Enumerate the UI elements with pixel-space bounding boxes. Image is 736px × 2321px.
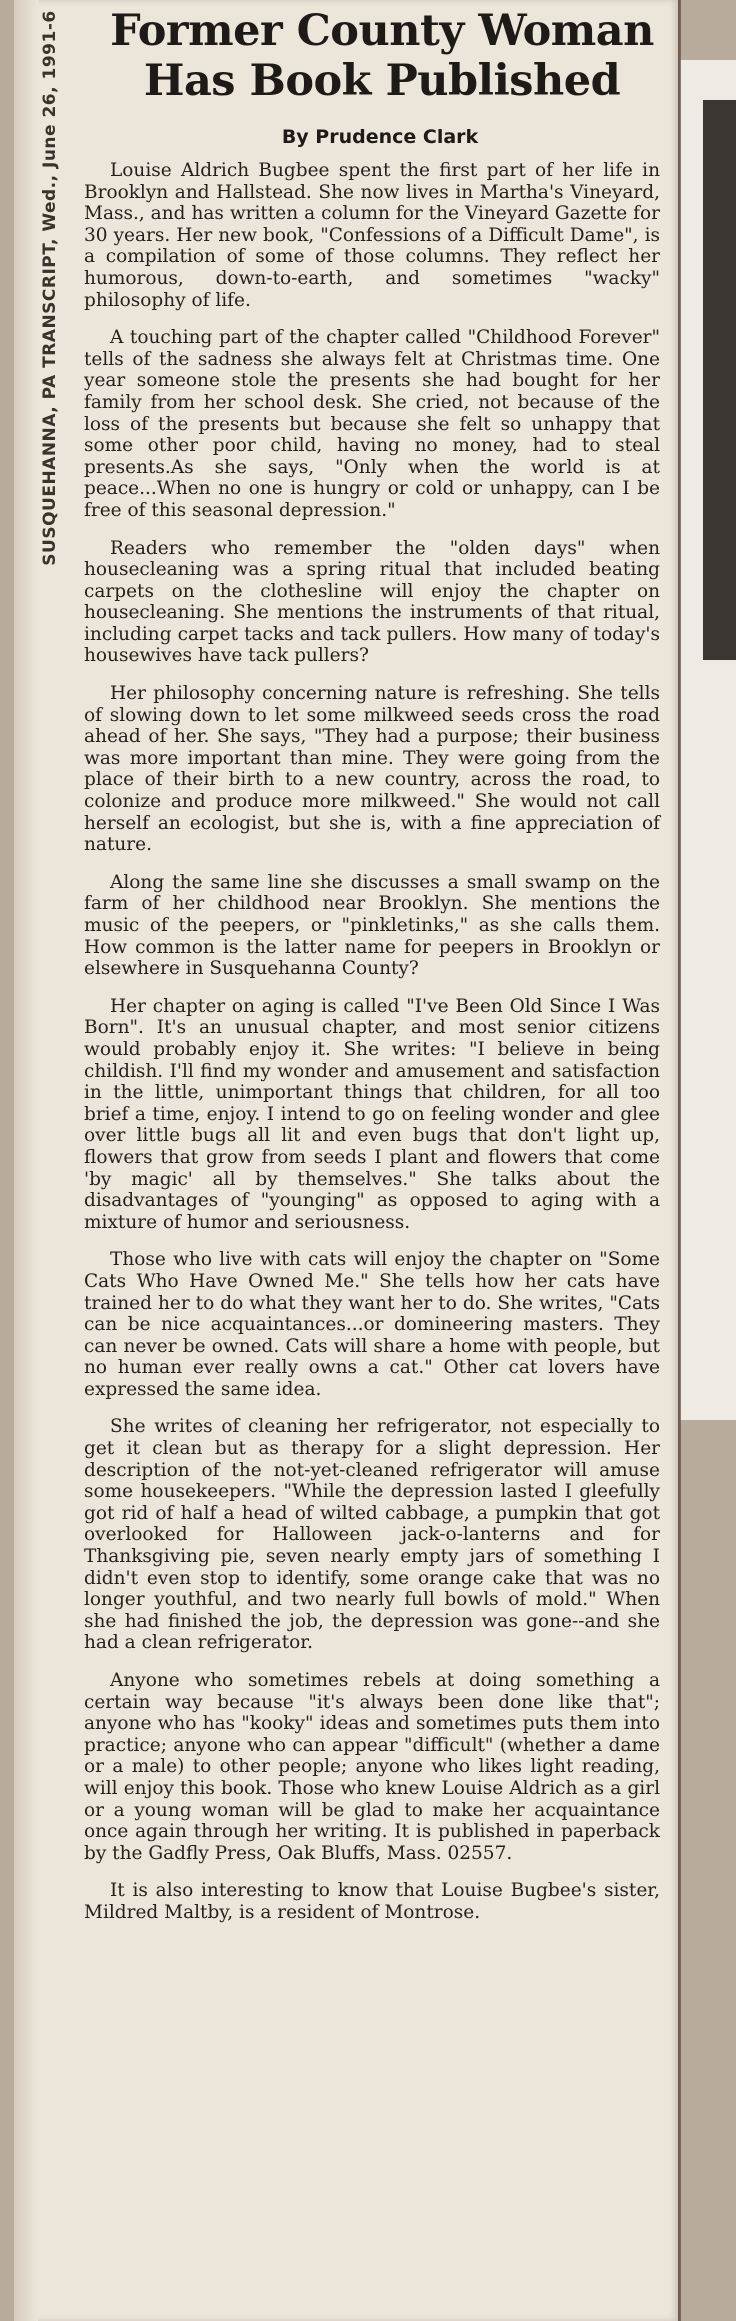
- adjacent-photo-strip: [703, 100, 736, 660]
- paragraph: Readers who remember the "olden days" when housecleaning was a spring ritual that included beating carpets on the clothesline will enjoy the chapter on housecleaning. She mentions the instruments of that ritual, including carpet tacks and tack pullers. How many of today's housewives have tack pullers?: [84, 537, 660, 667]
- adjacent-clipping: [680, 60, 736, 1420]
- paragraph: Her philosophy concerning nature is refreshing. She tells of slowing down to let some milkweed seeds cross the road ahead of her. She says, "They had a purpose; their business was more important than mine. They were going from the place of their birth to a new country, across the road, to colonize and produce more milkweed." She would not call herself an ecologist, but she is, with a fine appreciation of nature.: [84, 683, 660, 856]
- paragraph: A touching part of the chapter called "Childhood Forever" tells of the sadness she always felt at Christmas time. One year someone stole the presents she had bought for her family from her school desk. She cried, not because of the loss of the presents but because she felt so unhappy that some other poor child, having no money, had to steal presents.As she says, "Only when the world is at peace...When no one is hungry or cold or unhappy, can I be free of this seasonal depression.": [84, 327, 660, 521]
- paragraph: Her chapter on aging is called "I've Been Old Since I Was Born". It's an unusual chapter, and most senior citizens would probably enjoy it. She writes: "I believe in being childish. I'll find my wonder and amusement and satisfaction in the little, unimportant things that children, for all too brief a time, enjoy. I intend to go on feeling wonder and glee over little bugs all lit and even bugs that don't light up, flowers that grow from seeds I plant and flowers that come 'by magic' all by themselves." She talks about the disadvantages of "younging" as opposed to aging with a mixture of humor and seriousness.: [84, 995, 660, 1233]
- byline: By Prudence Clark: [281, 126, 479, 148]
- paragraph: She writes of cleaning her refrigerator, not especially to get it clean but as therapy for a slight depression. Her description of the not-yet-cleaned refrigerator will amuse some housekeepers. "While the depression lasted I gleefully got rid of half a head of wilted cabbage, a pumpkin that got overlooked for Halloween jack-o-lanterns and for Thanksgiving pie, seven nearly empty jars of something I didn't even stop to identify, some orange cake that was no longer youthful, and two nearly full bowls of mold." When she had finished the job, the depression was gone--and she had a clean refrigerator.: [84, 1416, 660, 1654]
- publication-credit: [20, 8, 80, 568]
- paragraph: Louise Aldrich Bugbee spent the first part of her life in Brooklyn and Hallstead. She now lives in Martha's Vineyard, Mass., and has written a column for the Vineyard Gazette for 30 years. Her new book, "Confessions of a Difficult Dame", is a compilation of some of those columns. They reflect her humorous, down-to-earth, and sometimes "wacky" philosophy of life.: [84, 160, 660, 311]
- paragraph: Anyone who sometimes rebels at doing something a certain way because "it's always been done like that"; anyone who has "kooky" ideas and sometimes puts them into practice; anyone who can appear "difficult" (whether a dame or a male) to other people; anyone who likes light reading, will enjoy this book. Those who knew Louise Aldrich as a girl or a young woman will be glad to make her acquaintance once again through her writing. It is published in paperback by the Gadfly Press, Oak Bluffs, Mass. 02557.: [84, 1670, 660, 1864]
- headline: Former County Woman Has Book Published: [110, 6, 654, 106]
- article-body: [84, 160, 660, 1940]
- paragraph: Those who live with cats will enjoy the chapter on "Some Cats Who Have Owned Me." She tells how her cats have trained her to do what they want her to do. She writes, "Cats can be nice acquaintances...or domineering masters. They can never be owned. Cats will share a home with people, but no human ever really owns a cat." Other cat lovers have expressed the same idea.: [84, 1249, 660, 1400]
- publication-credit-text: SUSQUEHANNA, PA TRANSCRIPT, Wed., June 26, 1991-6: [40, 10, 60, 566]
- paragraph: It is also interesting to know that Louise Bugbee's sister, Mildred Maltby, is a resident of Montrose.: [84, 1880, 660, 1923]
- paragraph: Along the same line she discusses a small swamp on the farm of her childhood near Brooklyn. She mentions the music of the peepers, or "pinkletinks," as she calls them. How common is the latter name for peepers in Brooklyn or elsewhere in Susquehanna County?: [84, 871, 660, 980]
